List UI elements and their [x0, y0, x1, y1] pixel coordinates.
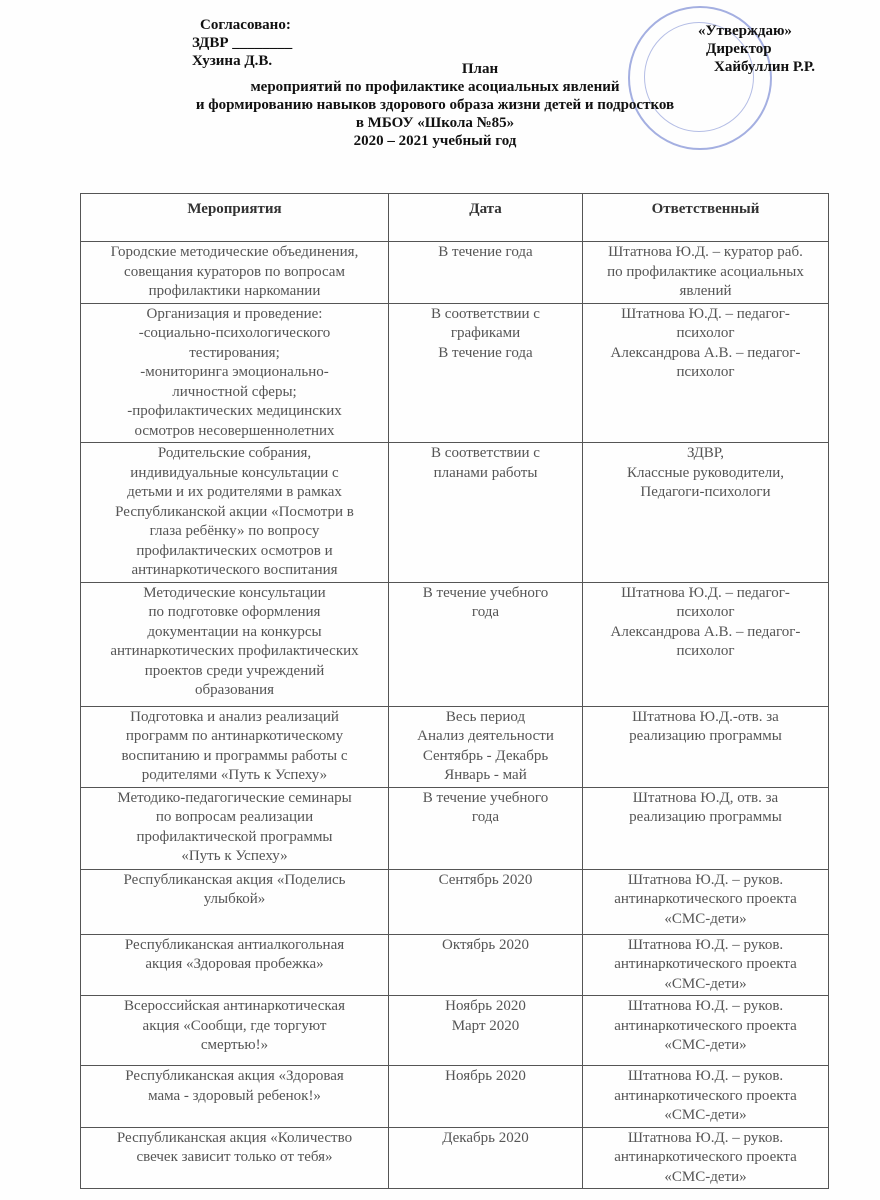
approval-left-line1: Согласовано:	[200, 17, 291, 33]
activity-cell	[81, 582, 389, 706]
activity-cell-text: Республиканская акция «Количество свечек зависит только от тебя»	[116, 1129, 353, 1165]
date-cell	[389, 996, 583, 1066]
date-cell-text: В течение учебного года	[422, 584, 549, 620]
responsible-cell	[583, 1066, 829, 1128]
activity-cell-text: Методико-педагогические семинары по вопросам реализации профилактической программы «Путь к Успеху»	[117, 789, 352, 864]
responsible-cell	[583, 443, 829, 583]
responsible-cell-text: Штатнова Ю.Д. – куратор раб. по профилактике асоциальных явлений	[607, 244, 804, 299]
responsible-cell	[583, 1127, 829, 1189]
table-header-row	[81, 194, 829, 242]
activity-cell-text: Всероссийская антинаркотическая акция «Сообщи, где торгуют смертью!»	[124, 998, 345, 1053]
table-row	[81, 869, 829, 934]
title-line2: мероприятий по профилактике асоциальных явлений	[250, 79, 620, 95]
date-cell-text: В течение учебного года	[422, 789, 549, 825]
title-line5: 2020 – 2021 учебный год	[353, 133, 517, 149]
title-line4: в МБОУ «Школа №85»	[355, 115, 515, 131]
date-cell	[389, 706, 583, 787]
date-cell	[389, 303, 583, 443]
table-row	[81, 303, 829, 443]
responsible-cell	[583, 242, 829, 304]
responsible-cell	[583, 869, 829, 934]
date-cell-text: В соответствии с графиками В течение года	[431, 305, 540, 361]
date-cell-text: В течение года	[438, 244, 533, 260]
responsible-cell-text: Штатнова Ю.Д. – педагог- психолог Александрова А.В. – педагог- психолог	[610, 584, 801, 659]
responsible-cell	[583, 996, 829, 1066]
activity-cell-text: Республиканская акция «Поделись улыбкой»	[123, 871, 346, 907]
date-cell-text: Ноябрь 2020 Март 2020	[445, 998, 526, 1034]
date-cell-text: Весь период Анализ деятельности Сентябрь - Декабрь Январь - май	[417, 708, 554, 783]
activity-cell-text: Республиканская акция «Здоровая мама - здоровый ребенок!»	[125, 1068, 344, 1104]
table-row	[81, 1127, 829, 1189]
title-line3: и формированию навыков здорового образа жизни детей и подростков	[195, 97, 675, 113]
date-cell	[389, 242, 583, 304]
date-cell	[389, 443, 583, 583]
date-cell	[389, 787, 583, 869]
table-row	[81, 443, 829, 583]
responsible-cell-text: Штатнова Ю.Д. – руков. антинаркотического проекта «СМС-дети»	[614, 871, 797, 927]
activity-cell	[81, 303, 389, 443]
table-row	[81, 1066, 829, 1128]
activity-cell	[81, 1066, 389, 1128]
approval-right-line1: «Утверждаю»	[698, 23, 792, 39]
activity-cell	[81, 242, 389, 304]
responsible-cell-text: Штатнова Ю.Д. – руков. антинаркотического проекта «СМС-дети»	[614, 1129, 797, 1185]
date-cell-text: Декабрь 2020	[442, 1129, 529, 1146]
table-row	[81, 934, 829, 996]
responsible-cell-text: Штатнова Ю.Д. – руков. антинаркотического проекта «СМС-дети»	[614, 936, 797, 992]
date-cell	[389, 1066, 583, 1128]
date-cell	[389, 934, 583, 996]
activity-cell-text: Городские методические объединения, совещания кураторов по вопросам профилактики наркомании	[110, 244, 359, 299]
table-row	[81, 787, 829, 869]
activity-cell-text: Методические консультации по подготовке оформления документации на конкурсы антинаркотических профилактических проектов среди учреждений образования	[110, 584, 359, 698]
activity-cell	[81, 869, 389, 934]
date-cell	[389, 1127, 583, 1189]
plan-table	[80, 193, 829, 1189]
date-cell-text: Ноябрь 2020	[445, 1068, 526, 1084]
date-cell-text: Октябрь 2020	[442, 936, 529, 953]
responsible-cell	[583, 787, 829, 869]
table-row	[81, 582, 829, 706]
responsible-cell-text: Штатнова Ю.Д. – руков. антинаркотического проекта «СМС-дети»	[614, 998, 797, 1053]
responsible-cell	[583, 706, 829, 787]
activity-cell	[81, 787, 389, 869]
responsible-cell-text: Штатнова Ю.Д. – руков. антинаркотического проекта «СМС-дети»	[614, 1068, 797, 1123]
approval-left-line3: Хузина Д.В.	[192, 53, 273, 69]
header-activities: Мероприятия	[81, 194, 389, 242]
date-cell	[389, 582, 583, 706]
responsible-cell-text: Штатнова Ю.Д, отв. за реализацию программы	[629, 789, 782, 825]
activity-cell	[81, 706, 389, 787]
activity-cell	[81, 1127, 389, 1189]
responsible-cell	[583, 582, 829, 706]
document-title	[0, 60, 880, 150]
table-row	[81, 996, 829, 1066]
activity-cell-text: Подготовка и анализ реализаций программ по антинаркотическому воспитанию и программы работы с родителями «Путь к Успеху»	[121, 708, 348, 783]
approval-right-line3: Хайбуллин Р.Р.	[714, 59, 815, 75]
header-date: Дата	[389, 194, 583, 242]
date-cell	[389, 869, 583, 934]
header-responsible: Ответственный	[583, 194, 829, 242]
responsible-cell	[583, 303, 829, 443]
responsible-cell	[583, 934, 829, 996]
responsible-cell-text: Штатнова Ю.Д. – педагог- психолог Александрова А.В. – педагог- психолог	[610, 305, 801, 380]
activity-cell	[81, 443, 389, 583]
activity-cell-text: Родительские собрания, индивидуальные консультации с детьми и их родителями в рамках Республиканской акции «Посмотри в глаза ребёнку» по вопросу профилактических осмотров и антинаркотического воспитания	[115, 445, 354, 578]
approval-left-line2: ЗДВР ________	[192, 35, 293, 51]
table-row	[81, 706, 829, 787]
responsible-cell-text: ЗДВР, Классные руководители, Педагоги-психологи	[627, 445, 784, 500]
table-row	[81, 242, 829, 304]
responsible-cell-text: Штатнова Ю.Д.-отв. за реализацию программы	[629, 708, 782, 744]
activity-cell-text: Организация и проведение: -социально-психологического тестирования; -мониторинга эмоционально- личностной сферы; -профилактических медицинских осмотров несовершеннолетних	[127, 305, 342, 439]
date-cell-text: В соответствии с планами работы	[431, 445, 540, 481]
activity-cell	[81, 934, 389, 996]
approval-right-line2: Директор	[706, 41, 772, 57]
date-cell-text: Сентябрь 2020	[438, 871, 533, 888]
activity-cell-text: Республиканская антиалкогольная акция «Здоровая пробежка»	[124, 936, 345, 972]
activity-cell	[81, 996, 389, 1066]
title-line1: План	[461, 61, 499, 77]
